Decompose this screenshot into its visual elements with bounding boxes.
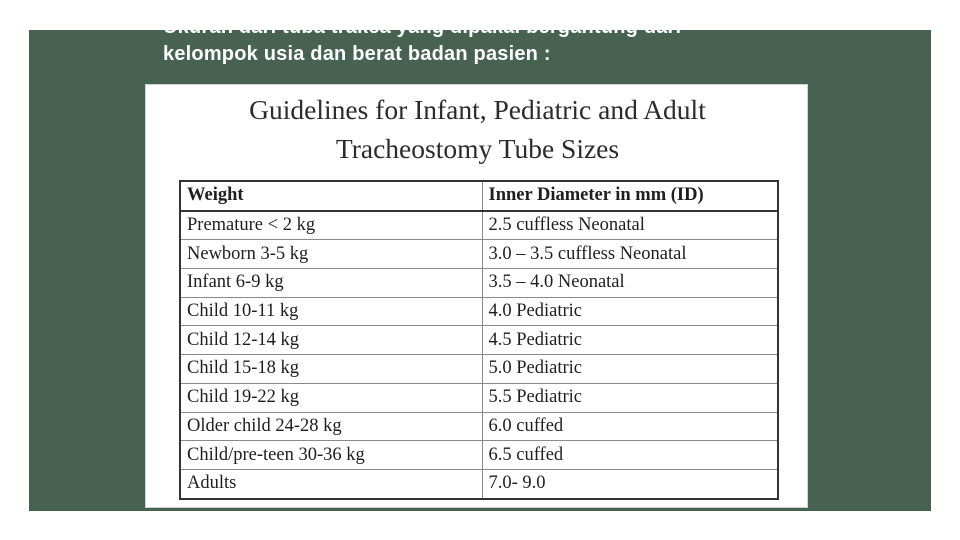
table-header-row xyxy=(180,181,778,211)
table-row xyxy=(180,240,778,269)
slide-heading xyxy=(163,14,863,68)
inner-diameter-cell: 3.0 – 3.5 cuffless Neonatal xyxy=(482,240,778,269)
weight-cell: Child 12-14 kg xyxy=(180,326,482,355)
document-title xyxy=(146,90,809,168)
guidelines-document-image xyxy=(145,84,808,508)
table-row xyxy=(180,469,778,498)
weight-cell: Infant 6-9 kg xyxy=(180,269,482,298)
table-row xyxy=(180,355,778,384)
slide-heading-line-2: kelompok usia dan berat badan pasien : xyxy=(163,43,551,65)
slide-heading-line-1: Ukuran dari tuba trakea yang dipakai bergantung dari xyxy=(163,16,682,38)
table-row xyxy=(180,297,778,326)
weight-cell: Older child 24-28 kg xyxy=(180,412,482,441)
inner-diameter-cell: 4.5 Pediatric xyxy=(482,326,778,355)
inner-diameter-cell: 5.5 Pediatric xyxy=(482,383,778,412)
table-row xyxy=(180,383,778,412)
tube-sizes-table xyxy=(179,180,779,500)
weight-cell: Child 10-11 kg xyxy=(180,297,482,326)
weight-cell: Premature < 2 kg xyxy=(180,211,482,240)
table-row xyxy=(180,326,778,355)
weight-cell: Child 19-22 kg xyxy=(180,383,482,412)
column-header-inner-diameter: Inner Diameter in mm (ID) xyxy=(482,181,778,211)
column-header-weight: Weight xyxy=(180,181,482,211)
table-row xyxy=(180,211,778,240)
weight-cell: Child 15-18 kg xyxy=(180,355,482,384)
weight-cell: Adults xyxy=(180,469,482,498)
document-title-line-1: Guidelines for Infant, Pediatric and Adult xyxy=(249,94,706,125)
inner-diameter-cell: 4.0 Pediatric xyxy=(482,297,778,326)
weight-cell: Child/pre-teen 30-36 kg xyxy=(180,441,482,470)
inner-diameter-cell: 6.0 cuffed xyxy=(482,412,778,441)
inner-diameter-cell: 6.5 cuffed xyxy=(482,441,778,470)
inner-diameter-cell: 7.0- 9.0 xyxy=(482,469,778,498)
document-title-line-2: Tracheostomy Tube Sizes xyxy=(335,133,620,164)
table-row xyxy=(180,412,778,441)
inner-diameter-cell: 5.0 Pediatric xyxy=(482,355,778,384)
inner-diameter-cell: 3.5 – 4.0 Neonatal xyxy=(482,269,778,298)
inner-diameter-cell: 2.5 cuffless Neonatal xyxy=(482,211,778,240)
table-row xyxy=(180,441,778,470)
weight-cell: Newborn 3-5 kg xyxy=(180,240,482,269)
table-row xyxy=(180,269,778,298)
